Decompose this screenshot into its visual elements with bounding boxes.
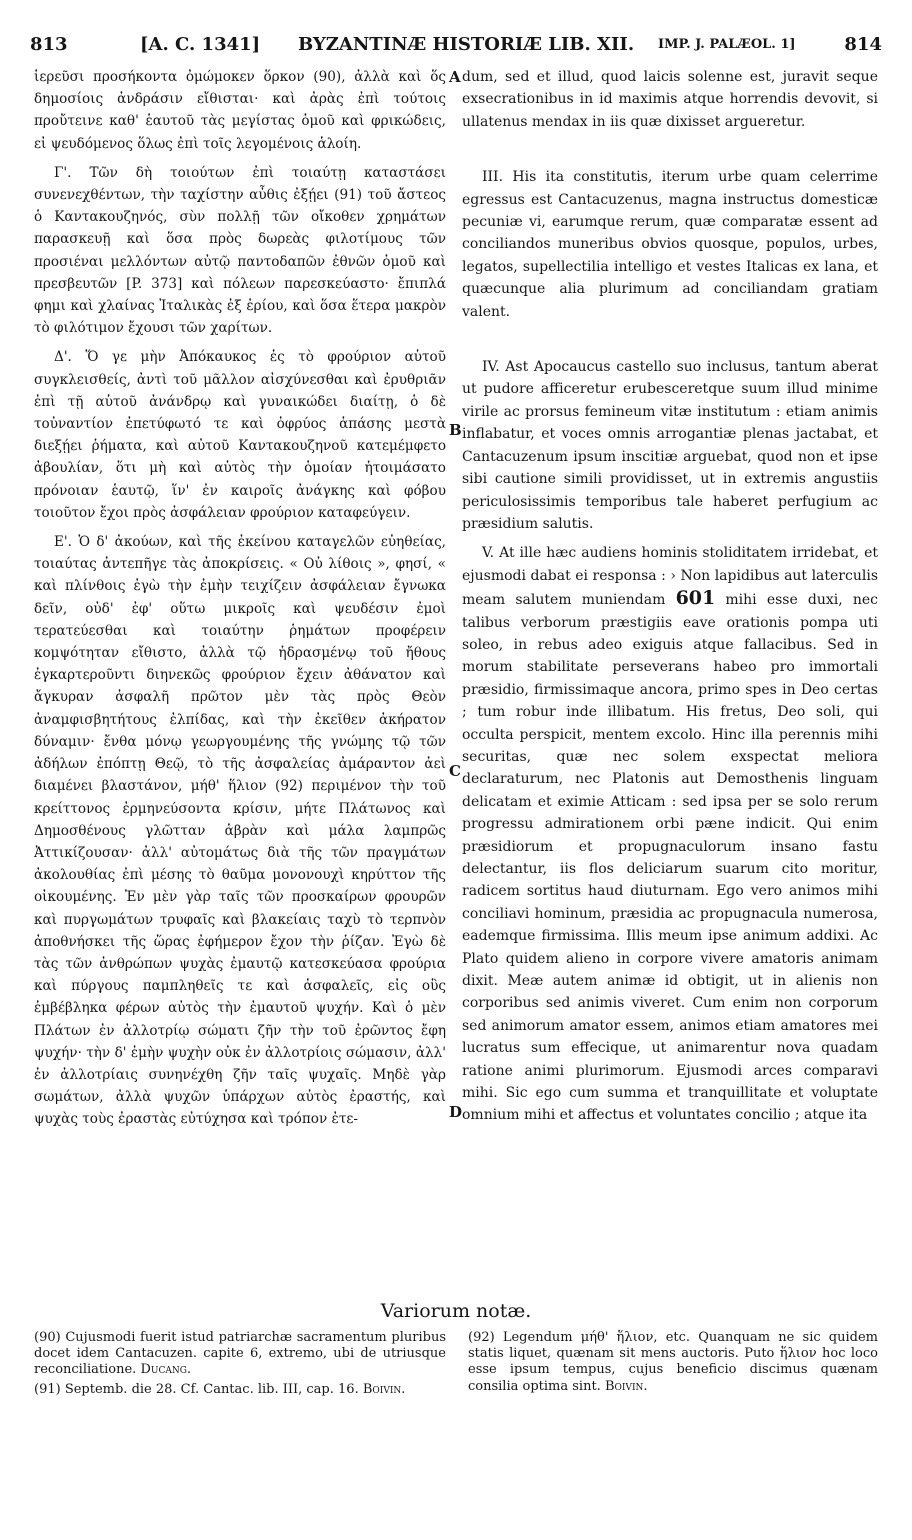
greek-paragraph-3: Δ'. Ὅ γε μὴν Ἀπόκαυκος ἐς τὸ φρούριον αὑτοῦ συγκλεισθείς, ἀντὶ τοῦ μᾶλλον αἰσχύνεσθαι καὶ ἐρυθριᾶν ἐπὶ τῇ αὑτοῦ ἀνάνδρῳ καὶ γυναικώδει διαίτῃ, ὁ δὲ τοὐναντίον ἐπετύφωτό τε καὶ ὀφρύος ἁπάσης μεστὰ διεξῄει ῥήματα, καὶ αὐτοῦ Καντακουζηνοῦ κατεμέμφετο ἀβουλίαν, ὅτι μὴ καὶ αὐτὸς τὴν ὁμοίαν ἡτοιμάσατο πρόνοιαν ἑαυτῷ, ἵν' ἐν καιροῖς ἀνάγκης καὶ φόβου τοιοῦτον ἔχοι πρὸς ἀσφάλειαν φρούριον καταφεύγειν.: [34, 349, 446, 521]
column-number: 601: [675, 587, 716, 610]
note-91: (91) Septemb. die 28. Cf. Cantac. lib. III, cap. 16. Boivin.: [34, 1381, 406, 1397]
note-91-author: Boivin.: [362, 1381, 406, 1397]
notes-heading: Variorum notæ.: [380, 1300, 532, 1322]
notes-right-column: [468, 1330, 878, 1398]
latin-column: [462, 66, 878, 1134]
margin-letter-a: A: [449, 68, 461, 86]
greek-paragraph-2: Γ'. Τῶν δὴ τοιούτων ἐπὶ τοιαύτῃ καταστάσει συνενεχθέντων, τὴν ταχίστην αὖθις ἐξῄει (91) τοῦ ἄστεος ὁ Καντακουζηνός, σὺν πολλῇ τῶν οἴκοθεν χρημάτων παρασκευῇ καὶ ὅσα πρὸς δωρεὰς φιλοτίμους τῶν προσιέναι μελλόντων αὐτῷ παντοδαπῶν ἐθνῶν ὁμοῦ καὶ πρεσβευτῶν [P. 373] καὶ πόλεων παρεσκεύαστο· ἔπιπλά φημι καὶ χλαίνας Ἰταλικὰς ἐξ ἐρίου, καὶ ὅσα ἕτερα μακρὸν τὸ φιλότιμον ἔχουσι τῶν χαρίτων.: [34, 164, 446, 337]
greek-column: [34, 66, 446, 1138]
greek-paragraph-4: Ε'. Ὁ δ' ἀκούων, καὶ τῆς ἐκείνου καταγελῶν εὐηθείας, τοιαύτας ἀντεπῆγε τὰς ἀποκρίσεις. « Οὐ λίθοις », φησί, « καὶ πλίνθοις ἐγὼ τὴν ἐμὴν τειχίζειν ἀσφάλειαν ἔγνωκα δεῖν, οὐδ' ἐφ' οὕτω μικροῖς καὶ ψευδέσιν ἐμοὶ τερατεύεσθαι καὶ τοιαύτην ῥημάτων προφέρειν κομψότηταν εἴθιστο, ἀλλὰ τῷ ἡδρασμένῳ τοῦ ἤθους ἐγκαρτεροῦντι διηνεκῶς φρούριον ἔχειν ἀθάνατον καὶ ἄγκυραν ἀσφαλῆ πρῶτον μὲν τὰς πρὸς Θεὸν ἀναμφισβητήτους ἐλπίδας, καὶ τὴν ἐκεῖθεν ἀκήρατον δύναμιν· ἔνθα μόνῳ γεωργουμένης τῆς γνώμης τῷ τῶν ἀδήλων ἐπόπτῃ Θεῷ, τὸ τῆς ἀσφαλείας ἀμάραντον ἀεὶ διαμένει βλαστάνον, μήθ' ἥλιον (92) περιμένον τὴν τοῦ κρείττονος ἐρμηνεύσοντα κρίσιν, μήτε Πλάτωνος καὶ Δημοσθένους γλῶτταν ἁβρὰν καὶ μάλα λαμπρῶς Ἀττικίζουσαν· ἀλλ' αὐτομάτως διὰ τῆς τῶν πραγμάτων ἀκολουθίας ἐπὶ μέσης τὸ θαῦμα μονονουχὶ κηρύττον τῆς οἰκουμένης. Ἐν μὲν γὰρ ταῖς τῶν προσκαίρων φρουρῶν καὶ πυργωμάτων τρυφαῖς καὶ βλακείαις ταχὺ τὸ τερπνὸν ἀποθνήσκει τῆς ὥρας ἐφήμερον ἔχον τὴν ῥίζαν. Ἐγὼ δὲ τὰς τῶν ἀνθρώπων ψυχὰς ἐμαυτῷ κατεσκεύασα φρούρια καὶ πύργους παμπληθεῖς τε καὶ ἀσφαλεῖς, εἰς οὓς ἐμβέβληκα φέρων αὐτὸς τὴν ἐμαυτοῦ ψυχήν. Καὶ ὁ μὲν Πλάτων ἐν ἀλλοτρίῳ σώματι ζῆν τὴν τοῦ ἐρῶντος ἔφη ψυχήν· τὴν δ' ἐμὴν ψυχὴν οὐκ ἐν ἀλλοτρίοις σώμασιν, ἀλλ' ἐν ἀλλοτρίαις συνηνέχθη ζῆν ταῖς ψυχαῖς. Μηδὲ γὰρ σωμάτων, ἀλλὰ ψυχῶν ὑπάρχων αὐτὸς ἐραστής, καὶ ψυχὰς τοὺς ἐραστὰς εὐτύχησα καὶ τρόπον ἐτε-: [34, 534, 446, 1128]
margin-letter-c: C: [449, 762, 461, 780]
year-marker: [A. C. 1341]: [140, 34, 261, 55]
note-92-author: Boivin.: [604, 1378, 648, 1394]
page-number-left: 813: [30, 34, 68, 55]
latin-paragraph-2: III. His ita constitutis, iterum urbe quam celerrime egressus est Cantacuzenus, magna instructus domesticæ pecuniæ vi, earumque rerum, quæ comparatæ essent ad conciliandos muneribus obvios quosque, populos, urbes, legatos, supellectilia intelligo et vestes Italicas ex lana, et quæcunque alia plurimum ad conciliandam gratiam valent.: [462, 169, 878, 320]
page-number-right: 814: [844, 34, 882, 55]
notes-left-column: [34, 1330, 446, 1401]
margin-letter-d: D: [449, 1103, 463, 1121]
emperor-marker: IMP. J. PALÆOL. 1]: [658, 37, 796, 52]
greek-paragraph-1: ἱερεῦσι προσήκοντα ὀμώμοκεν ὅρκον (90), ἀλλὰ καὶ ὅς δημοσίοις ἀνδράσιν εἴθισται· καὶ ἀρὰς ἐπὶ τούτοις προὔτεινε καθ' ἑαυτοῦ τὰς μεγίστας ὁμοῦ καὶ φρικώδεις, εἰ ψευδόμενος ὅλως ἐπὶ τοῖς λεγομένοις ἁλοίη.: [34, 69, 446, 152]
note-90: (90) Cujusmodi fuerit istud patriarchæ sacramentum pluribus docet idem Cantacuzen. capite 6, extremo, ubi de utriusque reconciliatione. Ducang.: [34, 1330, 446, 1378]
latin-paragraph-3: IV. Ast Apocaucus castello suo inclusus, tantum aberat ut pudore afficeretur erubesceretque suum illud minime virile ac prorsus femineum vitæ institutum : etiam animis inflabatur, et voces omnis arrogantiæ plenas jactabat, et Cantacuzenum ipsum inscitiæ arguebat, quod non et ipse sibi cautione simili providisset, ut in extremis angustiis periculosissimis temporibus tale haberet perfugium ac præsidium salutis.: [462, 359, 878, 532]
note-90-author: Ducang.: [140, 1362, 192, 1378]
running-header: [30, 34, 882, 60]
latin-paragraph-4: V. At ille hæc audiens hominis stoliditatem irridebat, et ejusmodi dabat ei responsa : › Non lapidibus aut laterculis meam salutem muniendam 601 mihi esse duxi, nec talibus verborum præstigiis eave orationis pompa uti soleo, in rebus adeo exiguis atque fallacibus. Sed in morum stabilitate perseverans habeo pro immortali præsidio, firmissimaque ancora, primo spes in Deo certas ; tum robur inde illibatum. His fretus, Deo soli, qui occulta perspicit, mentem excolo. Hinc illa perennis mihi securitas, quæ nec solem exspectat meliora declaraturum, nec Platonis aut Demosthenis linguam delicatam et eximie Atticam : sed ipsa per se solo rerum progressu admirationem orbi pæne indicit. Qui enim præsidiorum et propugnaculorum insano fastu delectantur, iis flos deliciarum suarum cito moritur, radicem sortitus haud diuturnam. Ego vero animos mihi conciliavi hominum, præsidia ac propugnacula numerosa, eademque firmissima. Illis meum ipse animum addixi. Ac Plato quidem alieno in corpore vivere amatoris animam dixit. Meæ autem animæ id obtigit, ut in alienis non corporibus sed animis viveret. Cum enim non corporum sed animorum amator essem, animos etiam amatores mei lucratus sum effecique, ut animarentur nova quadam ratione animi plurimorum. Ejusmodi arces comparavi mihi. Sic ego cum summa et tranquillitate et voluptate omnium mihi et affectus et voluntates concilio ; atque ita: [462, 545, 879, 1124]
latin-paragraph-1: dum, sed et illud, quod laicis solenne est, juravit seque exsecrationibus in id maximis atque horrendis devovit, si ullatenus mendax in iis quæ dixisset argueretur.: [462, 69, 878, 130]
note-92: (92) Legendum μήθ' ἥλιον, etc. Quanquam ne sic quidem statis liquet, quænam sit mens auctoris. Puto ἥλιον hoc loco esse ipsum tempus, cujus beneficio discimus quænam consilia optima sint. Boivin.: [468, 1330, 878, 1394]
margin-letter-b: B: [449, 421, 462, 439]
running-title: BYZANTINÆ HISTORIÆ LIB. XII.: [298, 34, 635, 55]
